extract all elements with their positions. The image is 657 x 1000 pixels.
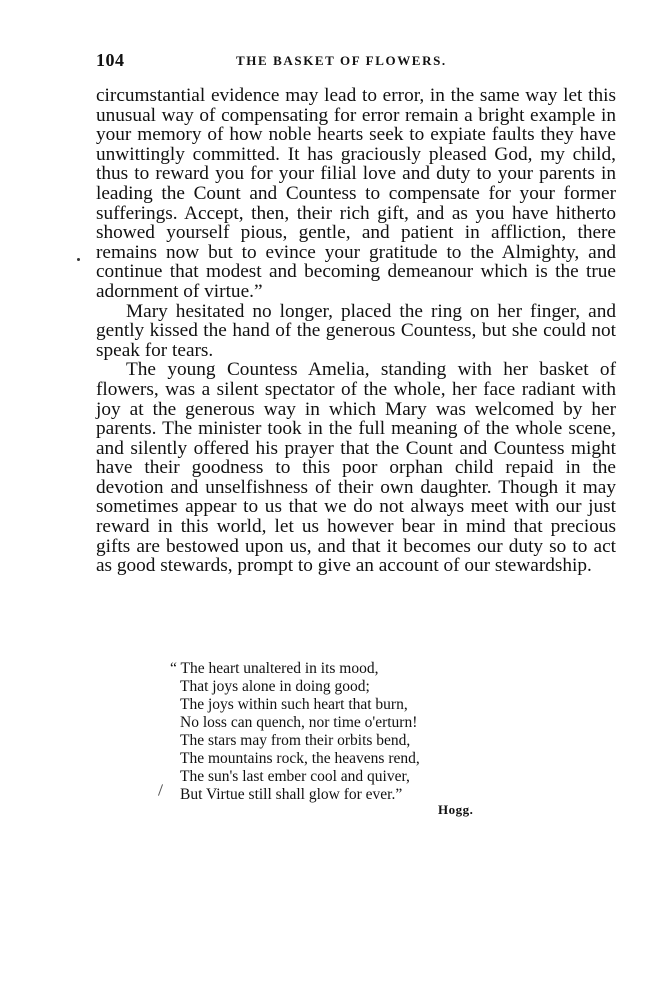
pencil-stroke xyxy=(158,784,163,796)
body-text xyxy=(96,86,616,576)
poem-line: “ The heart unaltered in its mood, xyxy=(170,660,379,677)
paragraph-mary: Mary hesitated no longer, placed the ring on her finger, and gently kissed the hand of the generous Countess, but she could not speak for tears. xyxy=(96,300,616,361)
poem-line: But Virtue still shall glow for ever.” xyxy=(180,786,403,803)
poem-quotation xyxy=(170,660,560,804)
poem-attribution: Hogg. xyxy=(438,802,474,817)
running-title: THE BASKET OF FLOWERS. xyxy=(236,53,447,68)
page-header xyxy=(96,50,616,74)
poem-line: No loss can quench, nor time o'erturn! xyxy=(180,714,418,731)
poem-line: The joys within such heart that burn, xyxy=(180,696,408,713)
margin-speck xyxy=(77,258,80,261)
poem-line: The sun's last ember cool and quiver, xyxy=(180,768,410,785)
paragraph-amelia: The young Countess Amelia, standing with her basket of flowers, was a silent spectator of the whole, her face radiant with joy at the generous way in which Mary was welcomed by her parents. The minister took in the full meaning of the whole scene, and silently offered his prayer that the Count and Countess might have their goodness to this poor orphan child repaid in the devotion and unselfishness of their own daughter. Though it may sometimes appear to us that we do not always meet with our just reward in this world, let us however bear in mind that precious gifts are bestowed upon us, and that it becomes our duty so to act as good stewards, prompt to give an account of our stewardship. xyxy=(96,359,616,577)
poem-line: The stars may from their orbits bend, xyxy=(180,732,411,749)
poem-line: The mountains rock, the heavens rend, xyxy=(180,750,420,767)
page-number: 104 xyxy=(96,50,125,70)
poem-line: That joys alone in doing good; xyxy=(180,678,370,695)
paragraph-continuation: circumstantial evidence may lead to error, in the same way let this unusual way of compensating for error remain a bright example in your memory of how noble hearts seek to expiate faults they have unwittingly committed. It has graciously pleased God, my child, thus to reward you for your filial love and duty to your parents in leading the Count and Countess to compensate for your former sufferings. Accept, then, their rich gift, and as you have hitherto showed yourself pious, gentle, and patient in affliction, there remains now but to evince your gratitude to the Almighty, and continue that modest and becoming demeanour which is the true adornment of virtue.” xyxy=(96,85,616,302)
